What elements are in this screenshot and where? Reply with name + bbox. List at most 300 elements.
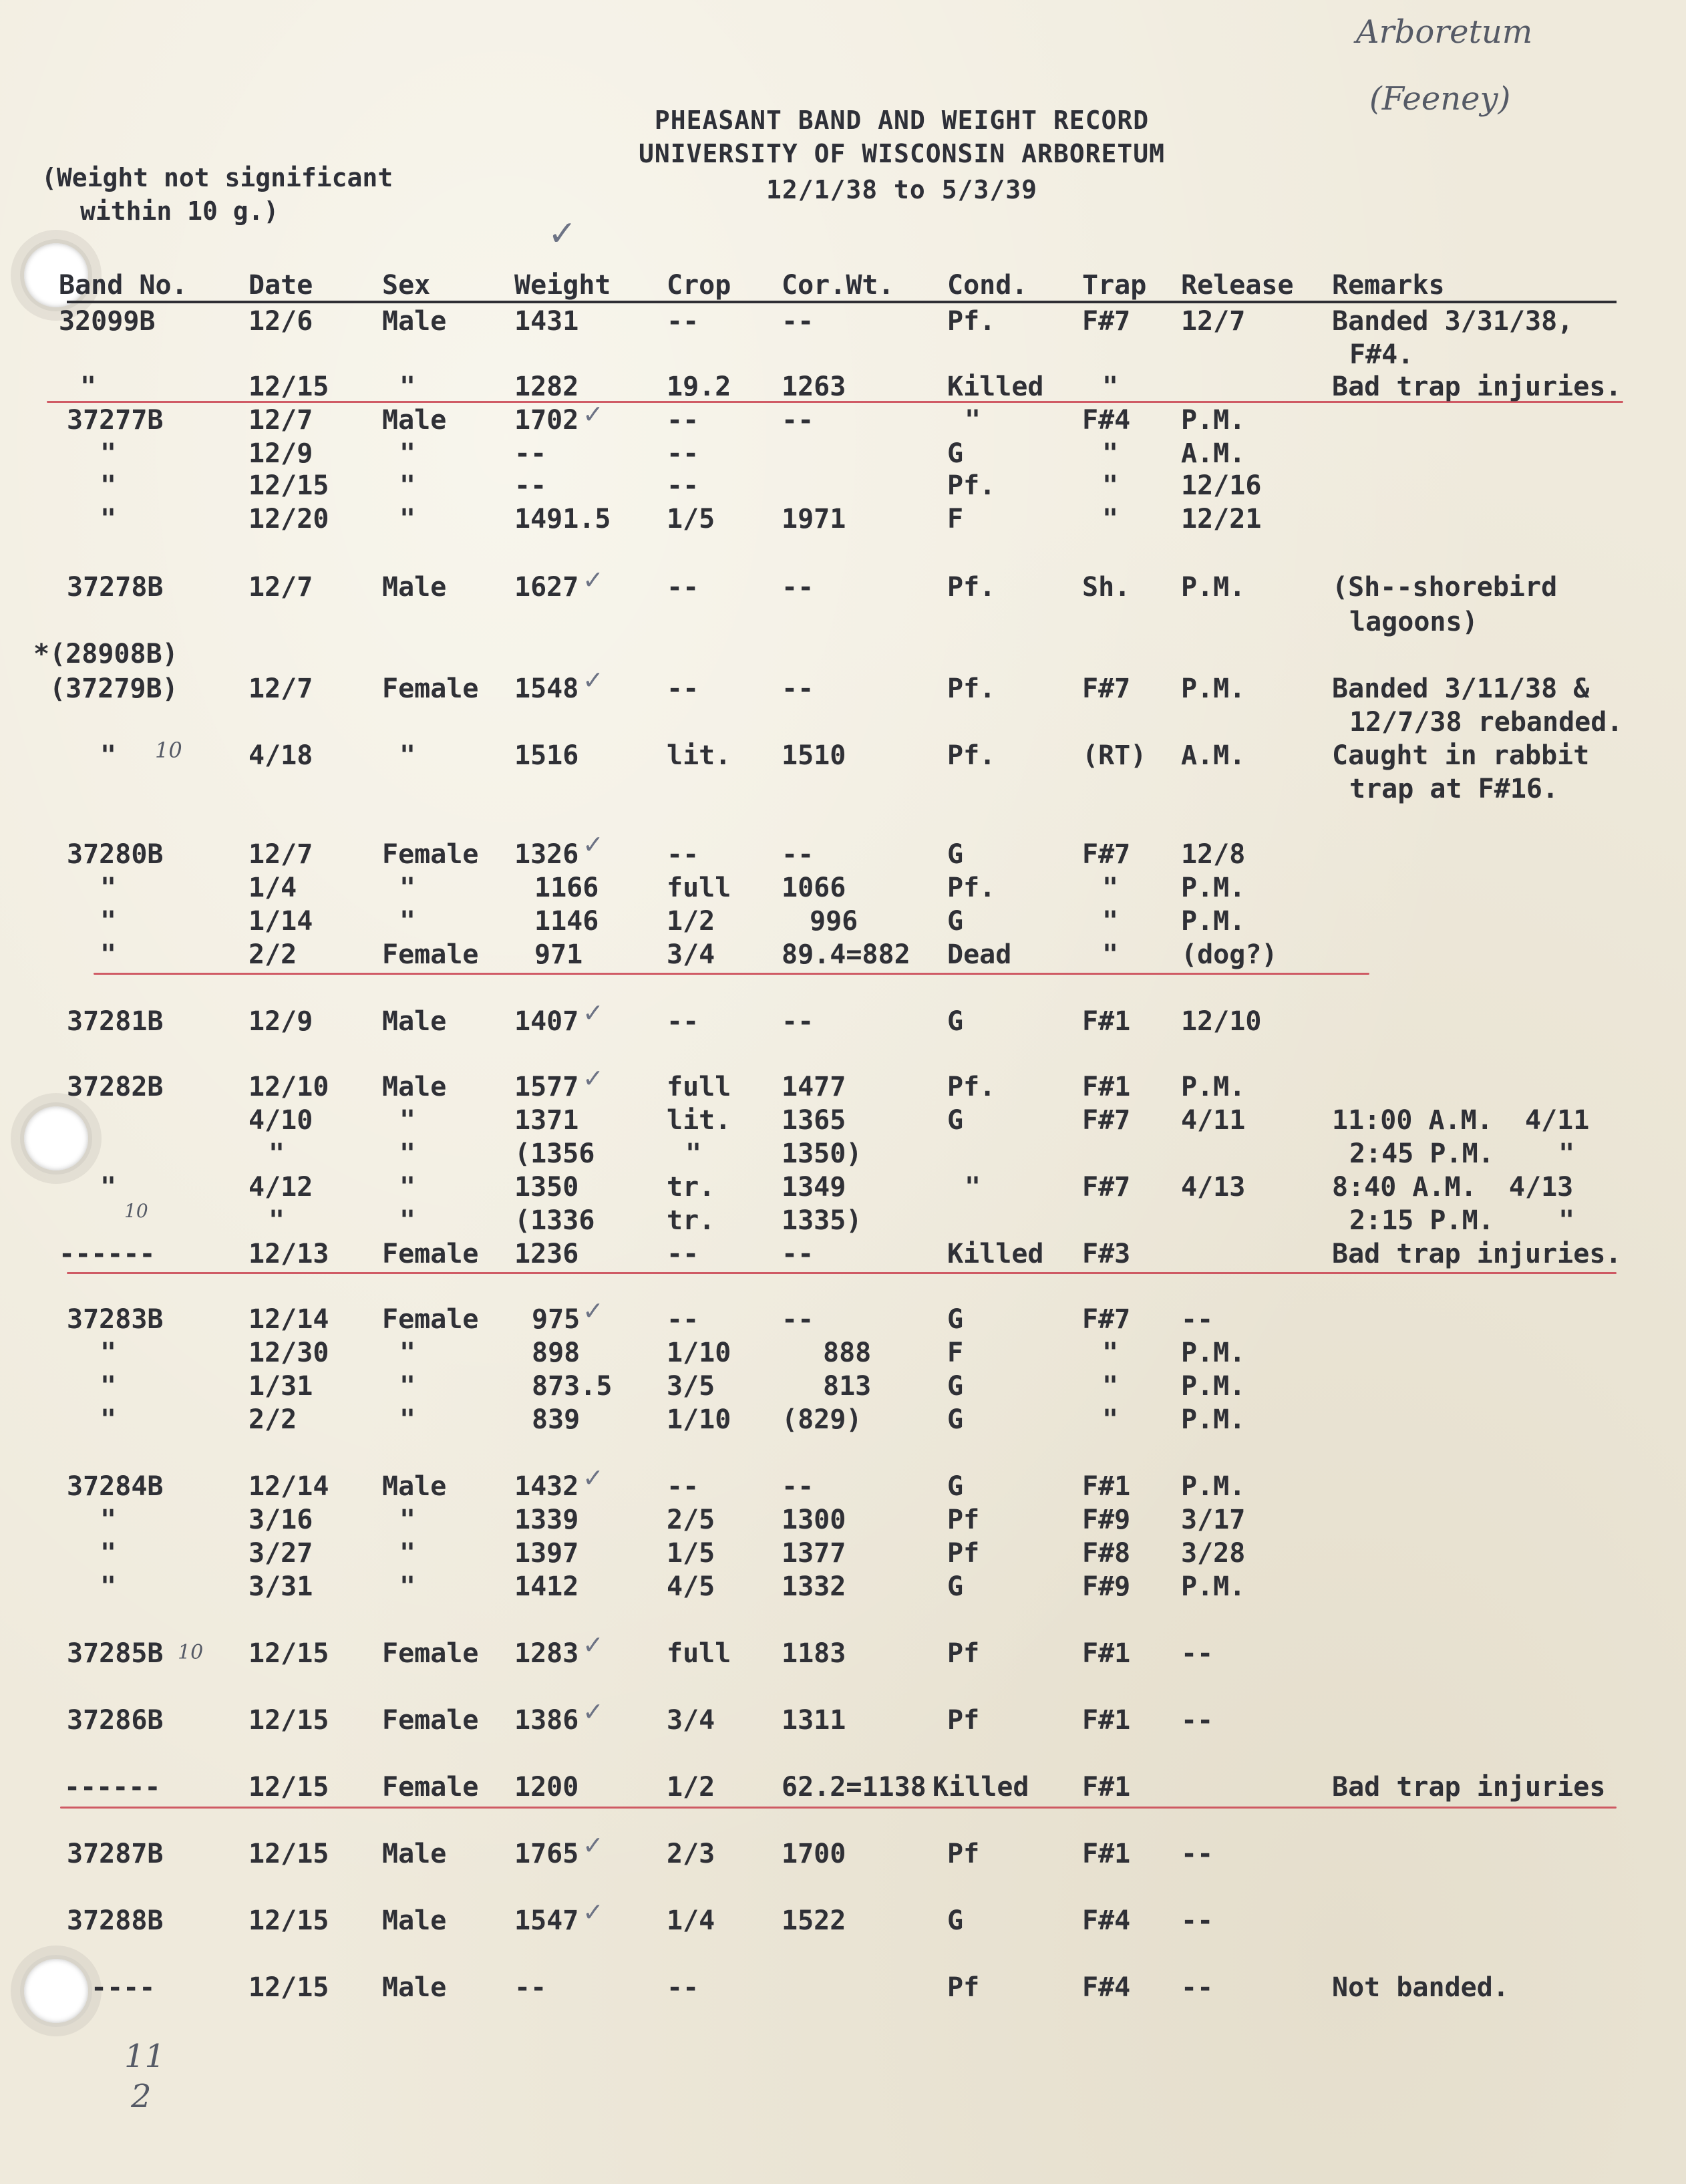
sex: Male — [382, 405, 447, 436]
cor-wt: -- — [782, 306, 814, 337]
cond: Pf — [947, 1638, 980, 1669]
check-mark: ✓ — [582, 830, 604, 859]
trap: " — [1102, 1338, 1119, 1368]
crop: 19.2 — [667, 371, 731, 402]
cond: Pf — [947, 1538, 980, 1569]
remarks: trap at F#16. — [1349, 774, 1559, 804]
weight: 1146 — [534, 906, 599, 937]
band-no: 37280B — [67, 839, 164, 870]
weight: 1326 — [514, 839, 579, 870]
cond: G — [947, 1304, 964, 1335]
band-no: ---- — [91, 1972, 156, 2003]
cor-wt: 1510 — [782, 740, 846, 771]
remarks: 2:45 P.M. " — [1349, 1138, 1575, 1169]
trap: F#7 — [1082, 1172, 1131, 1203]
date: 12/15 — [248, 1905, 329, 1936]
release: P.M. — [1181, 1338, 1246, 1368]
sex: Female — [382, 1772, 479, 1803]
pencil-note-2: 2 — [131, 2078, 152, 2115]
table-row — [0, 1138, 1686, 1172]
release: P.M. — [1181, 405, 1246, 436]
title-line-2: UNIVERSITY OF WISCONSIN ARBORETUM — [639, 139, 1165, 168]
band-no: " — [100, 906, 117, 937]
trap: " — [1102, 906, 1119, 937]
sex: " — [399, 1172, 416, 1203]
date: 12/13 — [248, 1239, 329, 1269]
crop: -- — [667, 839, 699, 870]
red-separator — [67, 1272, 1617, 1274]
weight: -- — [514, 438, 547, 469]
cor-wt: -- — [782, 572, 814, 603]
crop: 1/10 — [667, 1404, 731, 1435]
remarks: 2:15 P.M. " — [1349, 1205, 1575, 1236]
weight: 975 — [532, 1304, 580, 1335]
date: 12/14 — [248, 1471, 329, 1502]
trap: " — [1102, 873, 1119, 903]
header-crop: Crop — [667, 270, 731, 301]
sex: " — [399, 1538, 416, 1569]
sex: " — [399, 1105, 416, 1136]
table-row — [0, 1972, 1686, 2006]
cond: G — [947, 1105, 964, 1136]
crop: " — [685, 1138, 702, 1169]
trap: " — [1102, 438, 1119, 469]
date: 1/14 — [248, 906, 313, 937]
header-underline — [67, 301, 1617, 303]
band-no: *(28908B) — [33, 639, 178, 669]
date: 12/15 — [248, 1705, 329, 1736]
weight: 1282 — [514, 371, 579, 402]
crop: 1/10 — [667, 1338, 731, 1368]
trap: F#4 — [1082, 1905, 1131, 1936]
release: A.M. — [1181, 438, 1246, 469]
table-row — [0, 639, 1686, 672]
header-sex: Sex — [382, 270, 431, 301]
release: P.M. — [1181, 572, 1246, 603]
date: 3/16 — [248, 1505, 313, 1535]
crop: lit. — [667, 740, 731, 771]
header-cor-wt: Cor.Wt. — [782, 270, 894, 301]
cor-wt: -- — [782, 405, 814, 436]
remarks: (Sh--shorebird — [1332, 572, 1558, 603]
band-no: " — [100, 1172, 117, 1203]
band-no: " — [100, 740, 117, 771]
remarks: F#4. — [1349, 339, 1414, 370]
band-no: " — [100, 438, 117, 469]
cor-wt: 62.2=1138 — [782, 1772, 926, 1803]
crop: -- — [667, 673, 699, 704]
date: 12/14 — [248, 1304, 329, 1335]
sex: " — [399, 906, 416, 937]
remarks: 11:00 A.M. 4/11 — [1332, 1105, 1590, 1136]
weight: 1283 — [514, 1638, 579, 1669]
weight: 1577 — [514, 1072, 579, 1102]
cor-wt: 89.4=882 — [782, 939, 910, 970]
cond: Killed — [947, 371, 1044, 402]
crop: 1/5 — [667, 504, 715, 534]
sex: Male — [382, 1006, 447, 1037]
band-no: " — [80, 371, 97, 402]
table-row — [0, 1571, 1686, 1605]
trap: (RT) — [1082, 740, 1147, 771]
date: 4/18 — [248, 740, 313, 771]
crop: tr. — [667, 1172, 715, 1203]
sex: Male — [382, 1972, 447, 2003]
remarks: Banded 3/11/38 & — [1332, 673, 1590, 704]
check-mark: ✓ — [582, 1897, 604, 1927]
cond: Pf — [947, 1505, 980, 1535]
pencil-note-10: 10 — [155, 738, 182, 763]
cor-wt: 888 — [823, 1338, 872, 1368]
sex: Female — [382, 1638, 479, 1669]
check-mark: ✓ — [582, 1463, 604, 1493]
cor-wt: -- — [782, 673, 814, 704]
crop: full — [667, 873, 731, 903]
table-row — [0, 1772, 1686, 1805]
check-mark: ✓ — [582, 1697, 604, 1726]
crop: tr. — [667, 1205, 715, 1236]
header-release: Release — [1181, 270, 1294, 301]
cor-wt: -- — [782, 1304, 814, 1335]
crop: 1/2 — [667, 1772, 715, 1803]
weight: 898 — [532, 1338, 580, 1368]
date: 1/31 — [248, 1371, 313, 1402]
weight: 1431 — [514, 306, 579, 337]
date: 3/31 — [248, 1571, 313, 1602]
table-row — [0, 1404, 1686, 1438]
date: 12/9 — [248, 1006, 313, 1037]
release: P.M. — [1181, 873, 1246, 903]
sex: Female — [382, 839, 479, 870]
date: 12/7 — [248, 839, 313, 870]
sex: " — [399, 1505, 416, 1535]
crop: 4/5 — [667, 1571, 715, 1602]
header-trap: Trap — [1082, 270, 1147, 301]
release: -- — [1181, 1304, 1214, 1335]
sex: " — [399, 470, 416, 501]
table-row — [0, 1172, 1686, 1205]
release: 12/10 — [1181, 1006, 1262, 1037]
weight: 971 — [534, 939, 583, 970]
crop: -- — [667, 1304, 699, 1335]
sex: " — [399, 1404, 416, 1435]
cor-wt: 1365 — [782, 1105, 846, 1136]
note-line-1: (Weight not significant — [41, 163, 393, 192]
weight: 1407 — [514, 1006, 579, 1037]
trap: F#7 — [1082, 1105, 1131, 1136]
weight: 1350 — [514, 1172, 579, 1203]
trap: F#7 — [1082, 673, 1131, 704]
cor-wt: 1349 — [782, 1172, 846, 1203]
release: -- — [1181, 1905, 1214, 1936]
sex: Female — [382, 1304, 479, 1335]
trap: F#3 — [1082, 1239, 1131, 1269]
remarks: 8:40 A.M. 4/13 — [1332, 1172, 1574, 1203]
remarks: Banded 3/31/38, — [1332, 306, 1574, 337]
date: 12/10 — [248, 1072, 329, 1102]
header-date: Date — [248, 270, 313, 301]
release: P.M. — [1181, 1471, 1246, 1502]
table-row — [0, 1905, 1686, 1939]
cor-wt: 1477 — [782, 1072, 846, 1102]
table-row — [0, 740, 1686, 774]
cond: Pf. — [947, 470, 996, 501]
table-row — [0, 673, 1686, 707]
crop: 1/4 — [667, 1905, 715, 1936]
band-no: " — [100, 504, 117, 534]
table-row — [0, 438, 1686, 472]
cor-wt: 813 — [823, 1371, 872, 1402]
cond: G — [947, 1006, 964, 1037]
cond: G — [947, 1571, 964, 1602]
weight: 1548 — [514, 673, 579, 704]
crop: lit. — [667, 1105, 731, 1136]
band-no: 37287B — [67, 1839, 164, 1869]
table-row — [0, 470, 1686, 504]
remarks: 12/7/38 rebanded. — [1349, 707, 1623, 738]
date: 12/7 — [248, 405, 313, 436]
band-no: " — [100, 1371, 117, 1402]
check-mark: ✓ — [582, 1630, 604, 1660]
sex: Male — [382, 1839, 447, 1869]
cor-wt: (829) — [782, 1404, 862, 1435]
band-no: " — [100, 470, 117, 501]
crop: -- — [667, 1006, 699, 1037]
cond: Pf — [947, 1972, 980, 2003]
sex: Female — [382, 1705, 479, 1736]
pencil-note-10: 10 — [124, 1200, 148, 1222]
crop: -- — [667, 1471, 699, 1502]
header-remarks: Remarks — [1332, 270, 1445, 301]
cond: Dead — [947, 939, 1012, 970]
crop: 3/4 — [667, 1705, 715, 1736]
weight: 1547 — [514, 1905, 579, 1936]
table-row — [0, 939, 1686, 973]
table-row — [0, 906, 1686, 939]
trap: Sh. — [1082, 572, 1131, 603]
table-row — [0, 1006, 1686, 1040]
header-weight: Weight — [514, 270, 611, 301]
weight: (1356 — [514, 1138, 595, 1169]
trap: " — [1102, 1371, 1119, 1402]
cond: G — [947, 839, 964, 870]
sex: " — [399, 740, 416, 771]
cond: Pf. — [947, 306, 996, 337]
check-mark: ✓ — [582, 998, 604, 1028]
cor-wt: -- — [782, 1239, 814, 1269]
crop: 1/5 — [667, 1538, 715, 1569]
trap: F#1 — [1082, 1006, 1131, 1037]
weight: 1200 — [514, 1772, 579, 1803]
table-row — [0, 1072, 1686, 1105]
weight: 1371 — [514, 1105, 579, 1136]
band-no: " — [100, 1338, 117, 1368]
table-row — [0, 1705, 1686, 1738]
sex: " — [399, 873, 416, 903]
band-no: 37283B — [67, 1304, 164, 1335]
trap: F#1 — [1082, 1471, 1131, 1502]
release: -- — [1181, 1972, 1214, 2003]
trap: " — [1102, 939, 1119, 970]
pencil-note-10: 10 — [178, 1641, 204, 1664]
cond: F — [947, 1338, 964, 1368]
band-no: (37279B) — [49, 673, 178, 704]
release: P.M. — [1181, 906, 1246, 937]
trap: F#1 — [1082, 1839, 1131, 1869]
table-row — [0, 774, 1686, 807]
sex: " — [399, 1571, 416, 1602]
cor-wt: 1263 — [782, 371, 846, 402]
sex: Female — [382, 939, 479, 970]
release: (dog?) — [1181, 939, 1278, 970]
date: 3/27 — [248, 1538, 313, 1569]
table-row — [0, 707, 1686, 740]
crop: 3/4 — [667, 939, 715, 970]
release: P.M. — [1181, 1371, 1246, 1402]
date: 12/15 — [248, 371, 329, 402]
cond: Pf — [947, 1705, 980, 1736]
cor-wt: 1700 — [782, 1839, 846, 1869]
date: 2/2 — [248, 1404, 297, 1435]
weight: 1397 — [514, 1538, 579, 1569]
table-row — [0, 1638, 1686, 1672]
header-cond: Cond. — [947, 270, 1028, 301]
crop: -- — [667, 438, 699, 469]
cond: Pf. — [947, 1072, 996, 1102]
table-row — [0, 1505, 1686, 1538]
cond: G — [947, 1905, 964, 1936]
crop: full — [667, 1072, 731, 1102]
band-no: " — [100, 1404, 117, 1435]
band-no: 37277B — [67, 405, 164, 436]
band-no: 37278B — [67, 572, 164, 603]
weight: 1432 — [514, 1471, 579, 1502]
trap: " — [1102, 470, 1119, 501]
note-line-2: within 10 g.) — [80, 196, 279, 226]
weight: 839 — [532, 1404, 580, 1435]
weight: 1412 — [514, 1571, 579, 1602]
check-mark: ✓ — [582, 565, 604, 595]
table-row — [0, 1471, 1686, 1505]
date: 1/4 — [248, 873, 297, 903]
remarks: Bad trap injuries. — [1332, 371, 1622, 402]
header-band-no: Band No. — [59, 270, 188, 301]
sex: Male — [382, 306, 447, 337]
pencil-note-11: 11 — [124, 2038, 166, 2075]
weight: 1339 — [514, 1505, 579, 1535]
cor-wt: -- — [782, 1006, 814, 1037]
handwritten-arboretum: Arboretum — [1356, 13, 1533, 51]
date: 12/7 — [248, 673, 313, 704]
table-row — [0, 873, 1686, 906]
date: 12/20 — [248, 504, 329, 534]
release: 4/13 — [1181, 1172, 1246, 1203]
table-row — [0, 371, 1686, 405]
sex: Female — [382, 673, 479, 704]
date: 4/10 — [248, 1105, 313, 1136]
cond: Pf. — [947, 740, 996, 771]
band-no: ------ — [59, 1239, 156, 1269]
crop: -- — [667, 572, 699, 603]
trap: F#1 — [1082, 1772, 1131, 1803]
cond: G — [947, 906, 964, 937]
trap: F#7 — [1082, 1304, 1131, 1335]
weight: 1627 — [514, 572, 579, 603]
band-no: " — [100, 873, 117, 903]
check-mark: ✓ — [582, 1296, 604, 1325]
cor-wt: -- — [782, 839, 814, 870]
table-row — [0, 1205, 1686, 1239]
table-row — [0, 839, 1686, 873]
weight: 873.5 — [532, 1371, 613, 1402]
cond: Pf. — [947, 873, 996, 903]
band-no: ------ — [64, 1772, 161, 1803]
red-separator — [60, 1807, 1617, 1809]
table-row — [0, 1239, 1686, 1272]
date: 12/30 — [248, 1338, 329, 1368]
sex: " — [399, 371, 416, 402]
band-no: " — [100, 1571, 117, 1602]
date: 12/15 — [248, 470, 329, 501]
sex: " — [399, 1338, 416, 1368]
check-mark-header: ✓ — [548, 214, 577, 254]
band-no: 32099B — [59, 306, 156, 337]
trap: F#4 — [1082, 1972, 1131, 2003]
crop: -- — [667, 1972, 699, 2003]
release: P.M. — [1181, 1571, 1246, 1602]
table-row — [0, 1371, 1686, 1404]
band-no: " — [100, 939, 117, 970]
release: 3/17 — [1181, 1505, 1246, 1535]
crop: 3/5 — [667, 1371, 715, 1402]
cor-wt: 1971 — [782, 504, 846, 534]
release: 12/8 — [1181, 839, 1246, 870]
cor-wt: 1300 — [782, 1505, 846, 1535]
band-no: 37282B — [67, 1072, 164, 1102]
trap: F#7 — [1082, 306, 1131, 337]
remarks: lagoons) — [1349, 607, 1478, 637]
sex: " — [399, 1138, 416, 1169]
cor-wt: 1350) — [782, 1138, 862, 1169]
release: 12/16 — [1181, 470, 1262, 501]
trap: " — [1102, 371, 1119, 402]
sex: Male — [382, 1905, 447, 1936]
cor-wt: 1332 — [782, 1571, 846, 1602]
cor-wt: 1335) — [782, 1205, 862, 1236]
remarks: Caught in rabbit — [1332, 740, 1590, 771]
weight: 1386 — [514, 1705, 579, 1736]
sex: " — [399, 1205, 416, 1236]
cond: G — [947, 438, 964, 469]
crop: -- — [667, 405, 699, 436]
weight: 1166 — [534, 873, 599, 903]
release: P.M. — [1181, 1404, 1246, 1435]
check-mark: ✓ — [582, 400, 604, 429]
weight: 1491.5 — [514, 504, 611, 534]
date: 2/2 — [248, 939, 297, 970]
handwritten-feeney: (Feeney) — [1369, 80, 1511, 118]
sex: " — [399, 504, 416, 534]
remarks: Not banded. — [1332, 1972, 1509, 2003]
cor-wt: 1066 — [782, 873, 846, 903]
table-row — [0, 1338, 1686, 1371]
date: " — [269, 1138, 285, 1169]
crop: full — [667, 1638, 731, 1669]
cond: " — [965, 405, 981, 436]
sex: Female — [382, 1239, 479, 1269]
release: 12/21 — [1181, 504, 1262, 534]
band-no: 37284B — [67, 1471, 164, 1502]
